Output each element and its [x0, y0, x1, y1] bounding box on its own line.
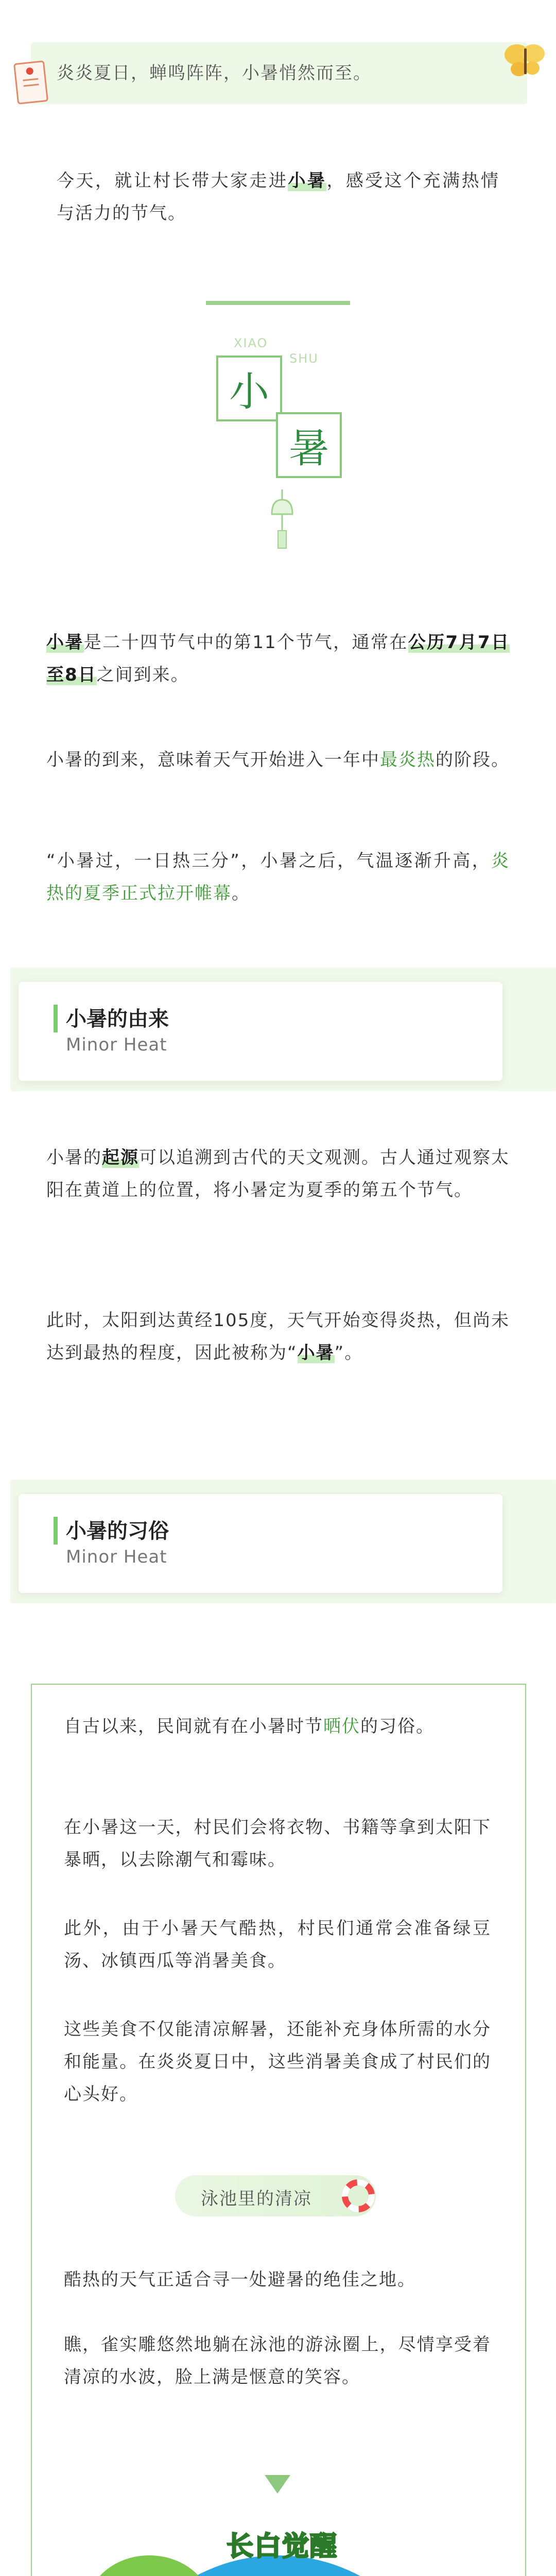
para1-text-a: 是二十四节气中的第11个节气，通常在: [83, 632, 408, 653]
game-logo: 长白觉醒: [227, 2531, 338, 2562]
section-2-bar: [54, 1517, 58, 1545]
customs-paragraph-6: 瞧，雀实雕悠然地躺在泳池的游泳圈上，尽情享受着清凉的水波，脸上满是惬意的笑容。: [64, 2334, 491, 2387]
intro-paragraph-1: [46, 626, 510, 691]
section-1-bar: [54, 1005, 58, 1032]
para2-highlight: 最炎热: [380, 750, 436, 770]
title-pinyin-1: XIAO: [234, 336, 268, 350]
summer-stamp-icon: [13, 60, 48, 105]
pool-pill-text: 泳池里的清凉: [201, 2189, 312, 2209]
lead-text-pre: 今天，就让村长带大家走进: [57, 171, 288, 191]
para5-text-a: 此时，太阳到达黄经105度，天气开始变得炎热，但尚未达到最热的程度，因此被称为“: [46, 1310, 510, 1363]
intro-paragraph-2: [46, 744, 510, 776]
date-highlight: 公历7月7日至8日: [46, 632, 510, 685]
section-1-subtitle: Minor Heat: [66, 1035, 167, 1055]
term-highlight: 小暑: [46, 632, 84, 653]
para3-highlight: 炎热的夏季正式拉开帷幕: [46, 851, 510, 904]
intro-banner-text: 炎炎夏日，蝉鸣阵阵，小暑悄然而至。: [57, 63, 372, 83]
para4-text-a: 小暑的: [46, 1147, 102, 1168]
customs-paragraph-2: 在小暑这一天，村民们会将衣物、书籍等拿到太阳下暴晒，以去除潮气和霉味。: [64, 1817, 491, 1870]
para2-text-a: 小暑的到来，意味着天气开始进入一年中: [46, 750, 380, 770]
title-char-1: 小: [216, 355, 282, 421]
title-pinyin-2: SHU: [289, 351, 319, 366]
customs-paragraph-1: [64, 1710, 491, 1743]
para1-text-b: 之间到来。: [96, 665, 189, 685]
origin-paragraph-2: [46, 1304, 510, 1369]
section-2-subtitle: Minor Heat: [66, 1547, 167, 1567]
lead-text-post: ，感受这个充满热情与活力的节气。: [57, 171, 500, 224]
customs-paragraph-4: 这些美食不仅能清凉解暑，还能补充身体所需的水分和能量。在炎炎夏日中，这些消暑美食成了村民们的心头好。: [64, 2019, 491, 2105]
para5-text-b: ”。: [334, 1343, 363, 1363]
pool-illustration: [88, 2504, 458, 2576]
title-divider: [206, 301, 350, 305]
box-p1-highlight: 晒伏: [323, 1716, 360, 1737]
swim-ring-icon: [342, 2179, 375, 2212]
box-p1-text-b: 的习俗。: [360, 1716, 435, 1737]
box-p1-text-a: 自古以来，民间就有在小暑时节: [64, 1716, 323, 1737]
down-arrow-icon: [265, 2475, 290, 2494]
para3-text-b: 。: [232, 883, 250, 904]
customs-paragraph-5: 酷热的天气正适合寻一处避暑的绝佳之地。: [64, 2269, 416, 2290]
intro-paragraph-3: [46, 845, 510, 910]
lead-term: 小暑: [288, 171, 327, 191]
para4-highlight: 起源: [102, 1147, 139, 1168]
customs-paragraph-3: 此外，由于小暑天气酷热，村民们通常会准备绿豆汤、冰镇西瓜等消暑美食。: [64, 1918, 491, 1971]
para5-highlight: 小暑: [297, 1343, 335, 1363]
wind-chime-icon: [268, 489, 297, 551]
butterfly-icon: [502, 39, 549, 82]
lead-paragraph: [57, 165, 499, 230]
section-2-title: 小暑的习俗: [66, 1519, 169, 1543]
para3-text-a: “小暑过，一日热三分”，小暑之后，气温逐渐升高，: [46, 851, 491, 871]
title-char-2: 暑: [276, 412, 342, 478]
para2-text-b: 的阶段。: [436, 750, 510, 770]
origin-paragraph-1: [46, 1142, 510, 1207]
section-1-title: 小暑的由来: [66, 1007, 169, 1031]
para4-text-b: 可以追溯到古代的天文观测。古人通过观察太阳在黄道上的位置，将小暑定为夏季的第五个节气。: [46, 1147, 510, 1200]
